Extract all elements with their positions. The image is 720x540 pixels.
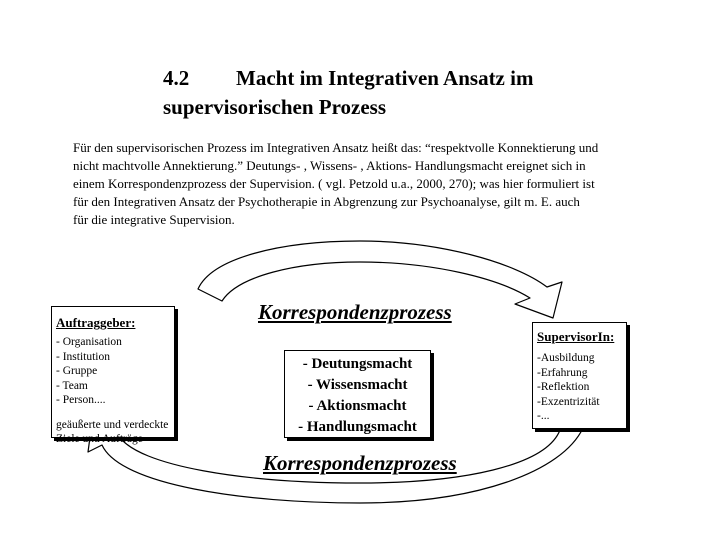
list-item: - Organisation bbox=[56, 336, 122, 348]
client-list bbox=[56, 335, 170, 408]
supervisor-box bbox=[532, 322, 627, 429]
client-box-title: Auftraggeber: bbox=[56, 315, 136, 330]
heading-line-1: Macht im Integrativen Ansatz im bbox=[236, 66, 534, 90]
section-number: 4.2 bbox=[163, 66, 190, 90]
intro-line: nicht machtvolle Annektierung.” Deutungs- , Wissens- , Aktions- Handlungsmacht ereignet sich in bbox=[73, 158, 586, 173]
list-item: - Institution bbox=[56, 350, 110, 363]
supervisor-list bbox=[537, 351, 622, 424]
list-item: - Deutungsmacht bbox=[302, 356, 413, 372]
client-note-line-2: Ziele und Aufträge bbox=[56, 433, 143, 445]
list-item: -Reflektion bbox=[537, 381, 590, 393]
list-item: -Exzentrizität bbox=[537, 395, 600, 408]
list-item: -Erfahrung bbox=[537, 366, 588, 379]
correspondence-label-bottom: Korrespondenzprozess bbox=[263, 451, 457, 475]
intro-line: einem Korrespondenzprozess der Supervision. ( vgl. Petzold u.a., 2000, 270); was hier formuliert ist bbox=[73, 176, 595, 191]
list-item: - Aktionsmacht bbox=[308, 398, 407, 414]
list-item: - Wissensmacht bbox=[307, 377, 408, 393]
client-box bbox=[51, 306, 175, 445]
list-item: -... bbox=[537, 410, 550, 422]
client-note bbox=[56, 418, 170, 447]
list-item: - Gruppe bbox=[56, 365, 98, 377]
intro-line: für die integrative Supervision. bbox=[73, 212, 235, 227]
correspondence-label-top: Korrespondenzprozess bbox=[258, 300, 452, 324]
intro-line: Für den supervisorischen Prozess im Integrativen Ansatz heißt das: “respektvolle Konnektierung und bbox=[73, 140, 599, 155]
client-note-line-1: geäußerte und verdeckte bbox=[56, 418, 169, 431]
heading-line-2: supervisorischen Prozess bbox=[163, 95, 387, 119]
supervisor-box-title: SupervisorIn: bbox=[537, 329, 615, 344]
intro-line: für den Integrativen Ansatz der Psychotherapie in Abgrenzung zur Psychoanalyse, gilt m. E. auch bbox=[73, 194, 580, 209]
list-item: - Person.... bbox=[56, 394, 106, 406]
list-item: -Ausbildung bbox=[537, 352, 595, 364]
list-item: - Handlungsmacht bbox=[298, 419, 417, 435]
list-item: - Team bbox=[56, 379, 88, 392]
power-types-box bbox=[284, 350, 431, 438]
